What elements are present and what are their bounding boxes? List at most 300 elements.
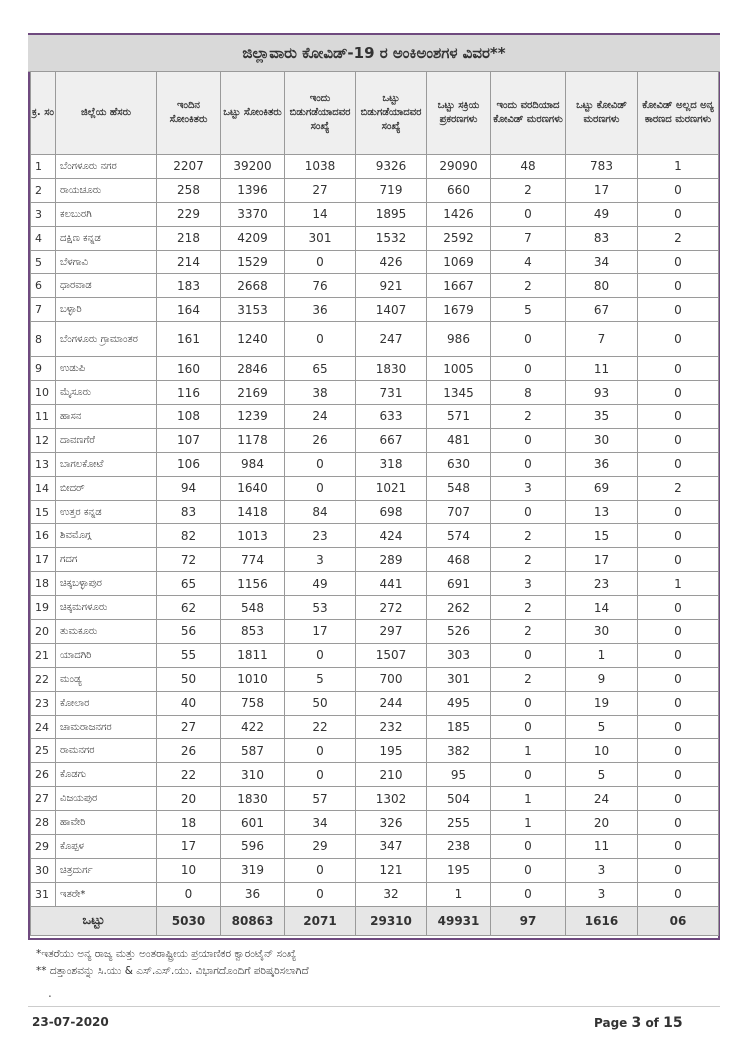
table-cell: 11 <box>566 357 638 381</box>
table-cell: 238 <box>427 835 491 859</box>
district-name: ಬಾಗಲಕೋಟೆ <box>56 452 157 476</box>
table-cell: 93 <box>566 381 638 405</box>
table-cell: 262 <box>427 596 491 620</box>
table-cell: 0 <box>638 811 719 835</box>
table-cell: 441 <box>356 572 427 596</box>
table-cell: 9326 <box>356 155 427 179</box>
table-cell: 0 <box>638 202 719 226</box>
table-cell: 2 <box>491 548 566 572</box>
table-cell: 1529 <box>221 250 285 274</box>
table-cell: 30 <box>566 428 638 452</box>
table-cell: 19 <box>566 691 638 715</box>
table-cell: 0 <box>285 250 356 274</box>
table-cell: 24 <box>566 787 638 811</box>
table-cell: 2 <box>638 226 719 250</box>
column-header-0: ಕ್ರ. ಸಂ <box>31 72 56 155</box>
serial-number: 22 <box>31 667 56 691</box>
table-cell: 185 <box>427 715 491 739</box>
table-cell: 548 <box>427 476 491 500</box>
district-name: ಯಾದಗಿರಿ <box>56 643 157 667</box>
table-cell: 2592 <box>427 226 491 250</box>
table-row <box>31 643 719 667</box>
table-cell: 3153 <box>221 298 285 322</box>
table-cell: 94 <box>157 476 221 500</box>
table-cell: 34 <box>566 250 638 274</box>
table-cell: 0 <box>491 882 566 906</box>
table-cell: 698 <box>356 500 427 524</box>
table-cell: 1830 <box>356 357 427 381</box>
district-name: ರಾಮನಗರ <box>56 739 157 763</box>
district-name: ಕೊಪ್ಪಳ <box>56 835 157 859</box>
table-cell: 7 <box>566 322 638 357</box>
table-cell: 0 <box>638 405 719 429</box>
table-cell: 1013 <box>221 524 285 548</box>
table-cell: 10 <box>566 739 638 763</box>
bullet-dot: . <box>48 986 52 1000</box>
table-cell: 17 <box>157 835 221 859</box>
table-cell: 0 <box>491 428 566 452</box>
table-cell: 36 <box>285 298 356 322</box>
table-row <box>31 763 719 787</box>
table-cell: 1 <box>638 155 719 179</box>
table-cell: 35 <box>566 405 638 429</box>
serial-number: 18 <box>31 572 56 596</box>
column-header-3: ಒಟ್ಟು ಸೋಂಕಿತರು <box>221 72 285 155</box>
total-cell: 06 <box>638 906 719 935</box>
column-header-8: ಒಟ್ಟು ಕೋವಿಡ್ ಮರಣಗಳು <box>566 72 638 155</box>
district-name: ಬೆಂಗಳೂರು ನಗರ <box>56 155 157 179</box>
page-title: ಜಿಲ್ಲಾವಾರು ಕೋವಿಡ್-19 ರ ಅಂಕಿಅಂಶಗಳ ವಿವರ** <box>28 35 720 72</box>
table-cell: 1 <box>566 643 638 667</box>
table-cell: 2 <box>491 178 566 202</box>
table-cell: 1507 <box>356 643 427 667</box>
serial-number: 3 <box>31 202 56 226</box>
table-cell: 526 <box>427 620 491 644</box>
table-cell: 1418 <box>221 500 285 524</box>
table-row <box>31 524 719 548</box>
serial-number: 21 <box>31 643 56 667</box>
table-cell: 5 <box>566 715 638 739</box>
table-row <box>31 739 719 763</box>
table-cell: 32 <box>356 882 427 906</box>
table-row <box>31 858 719 882</box>
serial-number: 1 <box>31 155 56 179</box>
table-cell: 548 <box>221 596 285 620</box>
table-cell: 62 <box>157 596 221 620</box>
table-cell: 2 <box>491 667 566 691</box>
table-cell: 121 <box>356 858 427 882</box>
table-row <box>31 835 719 859</box>
total-cell: 97 <box>491 906 566 935</box>
table-cell: 247 <box>356 322 427 357</box>
district-name: ಹಾವೇರಿ <box>56 811 157 835</box>
table-cell: 3370 <box>221 202 285 226</box>
table-cell: 0 <box>285 643 356 667</box>
serial-number: 29 <box>31 835 56 859</box>
table-row <box>31 715 719 739</box>
table-cell: 601 <box>221 811 285 835</box>
table-cell: 76 <box>285 274 356 298</box>
district-name: ದಕ್ಷಿಣ ಕನ್ನಡ <box>56 226 157 250</box>
table-cell: 14 <box>285 202 356 226</box>
page-number: Page 3 of 15 <box>594 1015 683 1031</box>
table-cell: 1005 <box>427 357 491 381</box>
table-cell: 0 <box>285 858 356 882</box>
table-cell: 1426 <box>427 202 491 226</box>
table-cell: 83 <box>157 500 221 524</box>
table-cell: 48 <box>491 155 566 179</box>
serial-number: 17 <box>31 548 56 572</box>
table-row <box>31 452 719 476</box>
table-cell: 0 <box>491 643 566 667</box>
district-stats-table <box>30 71 719 936</box>
table-cell: 0 <box>285 882 356 906</box>
table-row <box>31 428 719 452</box>
table-cell: 65 <box>157 572 221 596</box>
serial-number: 16 <box>31 524 56 548</box>
table-cell: 50 <box>285 691 356 715</box>
table-cell: 2 <box>491 274 566 298</box>
district-name: ಉತ್ತರ ಕನ್ನಡ <box>56 500 157 524</box>
table-cell: 272 <box>356 596 427 620</box>
report-date: 23-07-2020 <box>32 1015 109 1029</box>
table-cell: 1640 <box>221 476 285 500</box>
table-cell: 2 <box>491 596 566 620</box>
district-name: ಮಂಡ್ಯ <box>56 667 157 691</box>
table-cell: 258 <box>157 178 221 202</box>
table-cell: 986 <box>427 322 491 357</box>
serial-number: 14 <box>31 476 56 500</box>
table-cell: 495 <box>427 691 491 715</box>
total-cell: 1616 <box>566 906 638 935</box>
serial-number: 4 <box>31 226 56 250</box>
table-cell: 218 <box>157 226 221 250</box>
table-row <box>31 298 719 322</box>
district-name: ಉಡುಪಿ <box>56 357 157 381</box>
table-cell: 7 <box>491 226 566 250</box>
table-cell: 195 <box>356 739 427 763</box>
table-cell: 2 <box>491 620 566 644</box>
table-cell: 571 <box>427 405 491 429</box>
table-header-row <box>31 72 719 155</box>
table-cell: 984 <box>221 452 285 476</box>
table-row <box>31 691 719 715</box>
table-cell: 49 <box>285 572 356 596</box>
table-cell: 22 <box>157 763 221 787</box>
table-cell: 2207 <box>157 155 221 179</box>
district-name: ರಾಯಚೂರು <box>56 178 157 202</box>
table-cell: 1 <box>491 811 566 835</box>
table-cell: 30 <box>566 620 638 644</box>
table-cell: 5 <box>566 763 638 787</box>
district-name: ಬೆಂಗಳೂರು ಗ್ರಾಮಾಂತರ <box>56 322 157 357</box>
district-name: ಬೀದರ್ <box>56 476 157 500</box>
serial-number: 25 <box>31 739 56 763</box>
table-cell: 23 <box>285 524 356 548</box>
table-cell: 0 <box>638 178 719 202</box>
table-cell: 4 <box>491 250 566 274</box>
table-cell: 29 <box>285 835 356 859</box>
table-cell: 1178 <box>221 428 285 452</box>
table-cell: 107 <box>157 428 221 452</box>
serial-number: 12 <box>31 428 56 452</box>
table-cell: 5 <box>491 298 566 322</box>
table-cell: 95 <box>427 763 491 787</box>
table-cell: 0 <box>157 882 221 906</box>
table-cell: 719 <box>356 178 427 202</box>
table-cell: 195 <box>427 858 491 882</box>
table-cell: 319 <box>221 858 285 882</box>
district-name: ಚಿಕ್ಕಮಗಳೂರು <box>56 596 157 620</box>
district-name: ಕಲಬುರಗಿ <box>56 202 157 226</box>
table-cell: 40 <box>157 691 221 715</box>
serial-number: 5 <box>31 250 56 274</box>
table-cell: 56 <box>157 620 221 644</box>
table-cell: 255 <box>427 811 491 835</box>
table-row <box>31 357 719 381</box>
table-cell: 347 <box>356 835 427 859</box>
table-row <box>31 274 719 298</box>
district-name: ಚಿಕ್ಕಬಳ್ಳಾಪುರ <box>56 572 157 596</box>
district-name: ಹಾಸನ <box>56 405 157 429</box>
table-row <box>31 572 719 596</box>
table-cell: 2668 <box>221 274 285 298</box>
table-cell: 3 <box>285 548 356 572</box>
table-cell: 160 <box>157 357 221 381</box>
table-cell: 164 <box>157 298 221 322</box>
table-cell: 310 <box>221 763 285 787</box>
district-name: ಚಿತ್ರದುರ್ಗ <box>56 858 157 882</box>
district-name: ಬೆಳಗಾವಿ <box>56 250 157 274</box>
table-cell: 26 <box>285 428 356 452</box>
table-cell: 106 <box>157 452 221 476</box>
serial-number: 19 <box>31 596 56 620</box>
footer-divider <box>28 1006 720 1007</box>
column-header-7: ಇಂದು ವರದಿಯಾದ ಕೋವಿಡ್ ಮರಣಗಳು <box>491 72 566 155</box>
footnotes <box>36 946 309 980</box>
table-cell: 0 <box>638 835 719 859</box>
table-cell: 8 <box>491 381 566 405</box>
table-cell: 921 <box>356 274 427 298</box>
table-cell: 39200 <box>221 155 285 179</box>
table-cell: 0 <box>285 322 356 357</box>
total-cell: 2071 <box>285 906 356 935</box>
table-cell: 633 <box>356 405 427 429</box>
table-cell: 1895 <box>356 202 427 226</box>
serial-number: 30 <box>31 858 56 882</box>
table-cell: 660 <box>427 178 491 202</box>
table-cell: 0 <box>491 357 566 381</box>
table-cell: 29090 <box>427 155 491 179</box>
table-cell: 1240 <box>221 322 285 357</box>
table-cell: 0 <box>638 882 719 906</box>
table-row <box>31 476 719 500</box>
table-cell: 318 <box>356 452 427 476</box>
table-cell: 422 <box>221 715 285 739</box>
table-cell: 17 <box>285 620 356 644</box>
table-cell: 0 <box>638 620 719 644</box>
table-cell: 0 <box>638 643 719 667</box>
district-name: ಮೈಸೂರು <box>56 381 157 405</box>
serial-number: 27 <box>31 787 56 811</box>
table-cell: 504 <box>427 787 491 811</box>
table-cell: 301 <box>285 226 356 250</box>
table-cell: 3 <box>491 476 566 500</box>
table-cell: 0 <box>638 524 719 548</box>
table-cell: 9 <box>566 667 638 691</box>
table-cell: 0 <box>285 739 356 763</box>
table-cell: 3 <box>566 882 638 906</box>
table-cell: 297 <box>356 620 427 644</box>
table-cell: 0 <box>638 250 719 274</box>
table-cell: 731 <box>356 381 427 405</box>
table-cell: 5 <box>285 667 356 691</box>
table-cell: 0 <box>491 835 566 859</box>
table-row <box>31 787 719 811</box>
table-cell: 774 <box>221 548 285 572</box>
table-cell: 1 <box>491 739 566 763</box>
table-cell: 0 <box>638 298 719 322</box>
table-cell: 1811 <box>221 643 285 667</box>
table-cell: 18 <box>157 811 221 835</box>
table-row <box>31 178 719 202</box>
table-cell: 80 <box>566 274 638 298</box>
table-cell: 67 <box>566 298 638 322</box>
table-row <box>31 405 719 429</box>
table-cell: 82 <box>157 524 221 548</box>
table-cell: 691 <box>427 572 491 596</box>
district-name: ಇತರೇ* <box>56 882 157 906</box>
table-cell: 0 <box>285 476 356 500</box>
table-cell: 1069 <box>427 250 491 274</box>
table-cell: 1010 <box>221 667 285 691</box>
table-cell: 17 <box>566 178 638 202</box>
table-cell: 0 <box>491 763 566 787</box>
column-header-1: ಜಿಲ್ಲೆಯ ಹೆಸರು <box>56 72 157 155</box>
table-cell: 108 <box>157 405 221 429</box>
table-cell: 289 <box>356 548 427 572</box>
table-cell: 0 <box>638 858 719 882</box>
table-cell: 27 <box>285 178 356 202</box>
table-row <box>31 250 719 274</box>
table-cell: 50 <box>157 667 221 691</box>
table-cell: 20 <box>157 787 221 811</box>
table-cell: 17 <box>566 548 638 572</box>
footnote-quarantine: *ಇತರೆಯು ಅನ್ಯ ರಾಜ್ಯ ಮತ್ತು ಅಂತರಾಷ್ಟ್ರೀಯ ಪ್ರಯಾಣಿಕರ ಕ್ವಾರಂಟೈನ್ ಸಂಖ್ಯೆ <box>36 948 297 960</box>
table-cell: 0 <box>638 274 719 298</box>
table-cell: 1345 <box>427 381 491 405</box>
table-row <box>31 620 719 644</box>
total-cell: 29310 <box>356 906 427 935</box>
table-cell: 0 <box>638 452 719 476</box>
table-cell: 13 <box>566 500 638 524</box>
table-cell: 1396 <box>221 178 285 202</box>
total-label: ಒಟ್ಟು <box>31 906 157 935</box>
table-row <box>31 381 719 405</box>
table-cell: 0 <box>638 667 719 691</box>
table-cell: 214 <box>157 250 221 274</box>
table-cell: 1679 <box>427 298 491 322</box>
table-cell: 34 <box>285 811 356 835</box>
table-row <box>31 596 719 620</box>
serial-number: 24 <box>31 715 56 739</box>
table-row <box>31 322 719 357</box>
table-cell: 1156 <box>221 572 285 596</box>
table-cell: 24 <box>285 405 356 429</box>
table-row <box>31 811 719 835</box>
table-cell: 481 <box>427 428 491 452</box>
serial-number: 26 <box>31 763 56 787</box>
table-cell: 667 <box>356 428 427 452</box>
table-cell: 232 <box>356 715 427 739</box>
table-row <box>31 882 719 906</box>
table-cell: 0 <box>491 452 566 476</box>
table-cell: 116 <box>157 381 221 405</box>
table-cell: 22 <box>285 715 356 739</box>
table-cell: 0 <box>285 452 356 476</box>
table-cell: 57 <box>285 787 356 811</box>
table-cell: 53 <box>285 596 356 620</box>
table-cell: 23 <box>566 572 638 596</box>
column-header-6: ಒಟ್ಟು ಸಕ್ರಿಯ ಪ್ರಕರಣಗಳು <box>427 72 491 155</box>
table-cell: 36 <box>221 882 285 906</box>
table-cell: 83 <box>566 226 638 250</box>
district-name: ಚಾಮರಾಜನಗರ <box>56 715 157 739</box>
table-cell: 65 <box>285 357 356 381</box>
total-row <box>31 906 719 935</box>
table-cell: 0 <box>491 322 566 357</box>
table-cell: 1667 <box>427 274 491 298</box>
table-cell: 468 <box>427 548 491 572</box>
table-cell: 72 <box>157 548 221 572</box>
table-cell: 0 <box>491 715 566 739</box>
table-cell: 0 <box>638 428 719 452</box>
table-cell: 69 <box>566 476 638 500</box>
table-cell: 0 <box>638 763 719 787</box>
table-cell: 20 <box>566 811 638 835</box>
table-cell: 853 <box>221 620 285 644</box>
serial-number: 13 <box>31 452 56 476</box>
table-cell: 303 <box>427 643 491 667</box>
serial-number: 2 <box>31 178 56 202</box>
serial-number: 23 <box>31 691 56 715</box>
serial-number: 20 <box>31 620 56 644</box>
table-cell: 1302 <box>356 787 427 811</box>
table-cell: 0 <box>491 202 566 226</box>
table-cell: 1407 <box>356 298 427 322</box>
table-cell: 161 <box>157 322 221 357</box>
table-cell: 210 <box>356 763 427 787</box>
table-row <box>31 548 719 572</box>
table-cell: 36 <box>566 452 638 476</box>
column-header-5: ಒಟ್ಟು ಬಿಡುಗಡೆಯಾದವರ ಸಂಖ್ಯೆ <box>356 72 427 155</box>
table-cell: 707 <box>427 500 491 524</box>
table-cell: 700 <box>356 667 427 691</box>
table-cell: 11 <box>566 835 638 859</box>
district-name: ಧಾರವಾಡ <box>56 274 157 298</box>
serial-number: 7 <box>31 298 56 322</box>
serial-number: 31 <box>31 882 56 906</box>
table-row <box>31 667 719 691</box>
table-cell: 2 <box>491 524 566 548</box>
table-cell: 596 <box>221 835 285 859</box>
table-row <box>31 155 719 179</box>
total-cell: 5030 <box>157 906 221 935</box>
column-header-9: ಕೋವಿಡ್ ಅಲ್ಲದ ಅನ್ಯ ಕಾರಣದ ಮರಣಗಳು <box>638 72 719 155</box>
table-cell: 10 <box>157 858 221 882</box>
column-header-2: ಇಂದಿನ ಸೋಂಕಿತರು <box>157 72 221 155</box>
table-cell: 1532 <box>356 226 427 250</box>
